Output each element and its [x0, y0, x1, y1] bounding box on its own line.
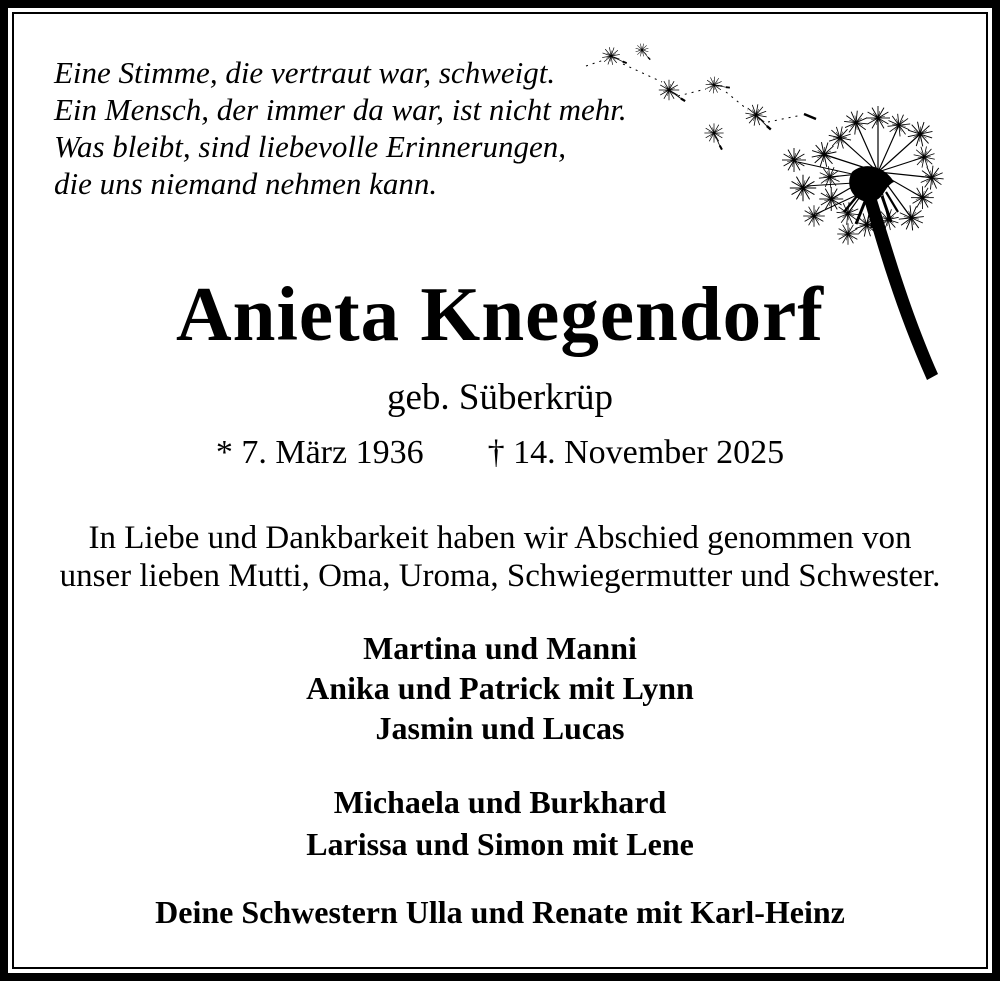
death-date: † 14. November 2025 — [487, 434, 785, 471]
farewell-line: In Liebe und Dankbarkeit haben wir Abschied genommen von — [88, 520, 912, 556]
memorial-verse — [54, 54, 986, 202]
mourner-line: Deine Schwestern Ulla und Renate mit Karl-Heinz — [155, 894, 845, 930]
maiden-name: geb. Süberkrüp — [386, 377, 614, 418]
verse-line: Was bleibt, sind liebevolle Erinnerungen, — [54, 129, 566, 164]
mourner-line: Jasmin und Lucas — [375, 710, 625, 746]
farewell-line: unser lieben Mutti, Oma, Uroma, Schwiegermutter und Schwester. — [59, 558, 941, 594]
birth-date: * 7. März 1936 — [215, 434, 424, 471]
mourner-line: Larissa und Simon mit Lene — [306, 826, 694, 862]
mourners-group-3 — [14, 892, 986, 932]
verse-line: Ein Mensch, der immer da war, ist nicht mehr. — [54, 92, 627, 127]
obituary-frame — [12, 12, 988, 969]
verse-line: die uns niemand nehmen kann. — [54, 166, 438, 201]
verse-line: Eine Stimme, die vertraut war, schweigt. — [54, 55, 556, 90]
farewell-message — [14, 519, 986, 595]
mourner-line: Anika und Patrick mit Lynn — [306, 670, 694, 706]
mourner-line: Michaela und Burkhard — [333, 784, 667, 820]
mourners-group-2 — [14, 781, 986, 865]
mourner-line: Martina und Manni — [363, 630, 637, 666]
deceased-name: Anieta Knegendorf — [176, 271, 824, 357]
mourners-group-1 — [14, 628, 986, 748]
life-dates — [14, 434, 986, 472]
